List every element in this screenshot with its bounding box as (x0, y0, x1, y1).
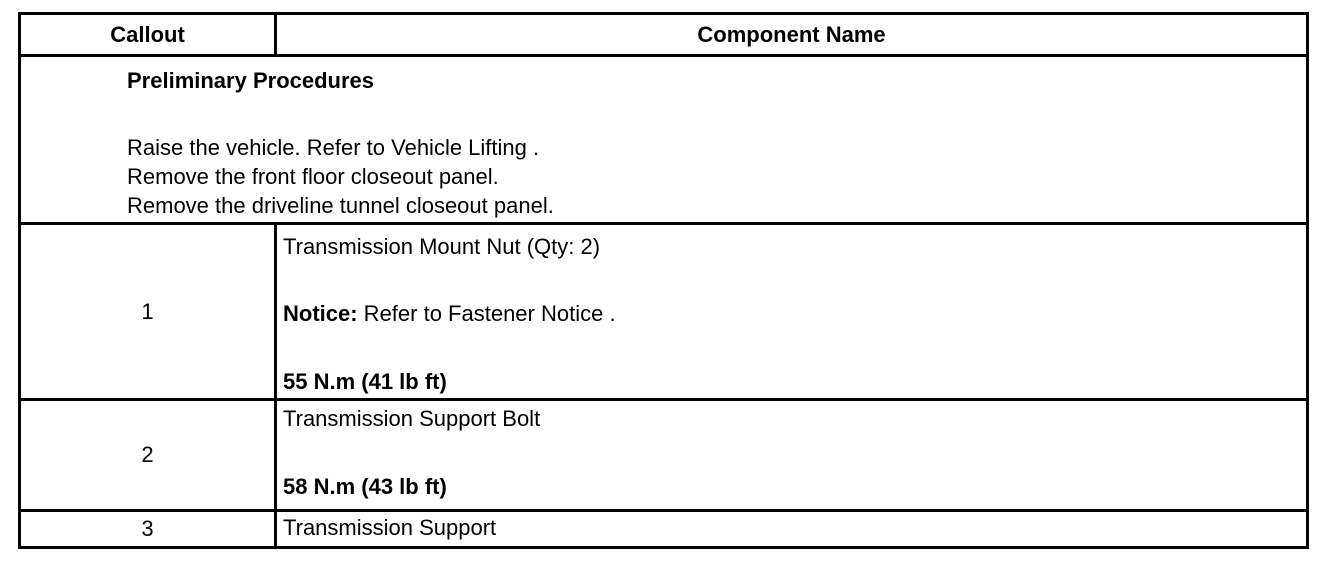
header-row (20, 14, 1308, 56)
callout-number: 2 (20, 400, 276, 510)
procedure-table (18, 12, 1309, 549)
table-row (20, 510, 1308, 547)
preliminary-row (20, 56, 1308, 224)
preliminary-step: Remove the front floor closeout panel. (127, 164, 499, 190)
callout-number: 1 (20, 223, 276, 400)
preliminary-step: Raise the vehicle. Refer to Vehicle Lifting . (127, 135, 540, 161)
component-cell (276, 510, 1308, 547)
component-cell (276, 400, 1308, 510)
preliminary-step: Remove the driveline tunnel closeout panel. (127, 193, 554, 219)
component-name: Transmission Support Bolt (283, 406, 541, 432)
torque-spec: 55 N.m (41 lb ft) (283, 368, 447, 394)
notice-line (283, 300, 1306, 328)
notice-text: Refer to Fastener Notice . (357, 300, 616, 326)
table-row (20, 223, 1308, 400)
callout-header: Callout (20, 14, 276, 56)
component-name-header: Component Name (276, 14, 1308, 56)
callout-number: 3 (20, 510, 276, 547)
preliminary-title: Preliminary Procedures (127, 68, 375, 94)
component-cell (276, 223, 1308, 400)
component-name: Transmission Support (283, 514, 497, 540)
preliminary-cell (20, 56, 1308, 224)
preliminary-steps (127, 134, 1306, 221)
table-row (20, 400, 1308, 510)
torque-spec: 58 N.m (43 lb ft) (283, 474, 447, 500)
notice-label: Notice: (283, 300, 358, 326)
component-name: Transmission Mount Nut (Qty: 2) (283, 233, 601, 259)
